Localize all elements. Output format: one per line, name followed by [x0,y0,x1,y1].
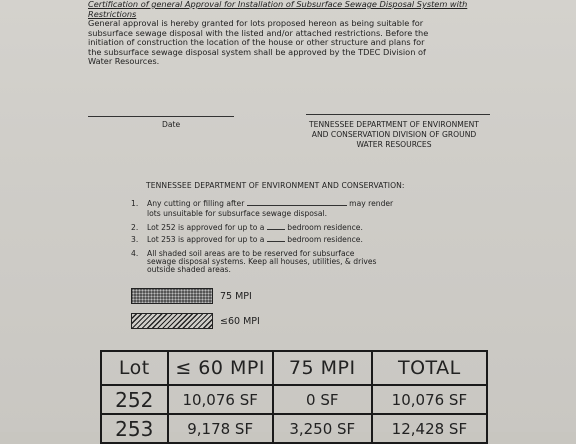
table-cell: 10,076 SF [372,385,487,414]
restriction-item [131,235,471,245]
restrictions-heading: TENNESSEE DEPARTMENT OF ENVIRONMENT AND CONSERVATION: [146,181,405,190]
item-number: 3. [131,235,139,244]
item-text: lots unsuitable for subsurface sewage disposal. [147,208,328,218]
legend-swatch-60-mpi [131,313,213,329]
tdec-signature-block [300,120,488,149]
date-signature-line [88,116,234,117]
blank-line [267,241,285,242]
table-header-row [101,351,487,385]
blank-line [267,229,285,230]
blank-line [247,205,347,206]
lot-area-table [100,350,488,444]
item-text: outside shaded areas. [147,265,231,275]
restriction-item [131,199,471,219]
table-cell: 3,250 SF [273,414,372,443]
restriction-item [131,249,471,279]
item-number: 1. [131,199,139,208]
item-text: bedroom residence. [287,223,363,232]
tdec-line: AND CONSERVATION DIVISION OF GROUND [311,129,477,139]
item-number: 4. [131,249,139,258]
certification-line: subsurface sewage disposal with the listed and/or attached restrictions. Before the [88,27,429,38]
certification-line: Water Resources. [88,56,160,67]
tdec-line: TENNESSEE DEPARTMENT OF ENVIRONMENT [309,120,479,129]
table-cell: 9,178 SF [168,414,273,443]
item-text: All shaded soil areas are to be reserved for subsurface [147,249,355,258]
column-header: ≤ 60 MPI [168,351,273,385]
legend-label: 75 MPI [220,291,252,302]
item-number: 2. [131,223,139,232]
table-cell: 0 SF [273,385,372,414]
table-cell: 253 [101,414,168,443]
table-cell: 12,428 SF [372,414,487,443]
item-text: bedroom residence. [287,235,363,244]
certification-text [88,19,496,67]
item-text: Lot 253 is approved for up to a [147,235,265,244]
tdec-signature-line [306,114,490,115]
tdec-line: WATER RESOURCES [356,139,432,149]
item-text: may render [349,199,394,208]
column-header: 75 MPI [273,351,372,385]
table-cell: 10,076 SF [168,385,273,414]
legend-label: ≤60 MPI [220,316,260,327]
table-row [101,385,487,414]
item-text: sewage disposal systems. Keep all houses, utilities, & drives [147,257,377,267]
column-header: TOTAL [372,351,487,385]
item-text: Any cutting or filling after [147,199,245,208]
date-label: Date [162,120,181,129]
table-row [101,414,487,443]
certification-line: initiation of construction the location of the house or other structure and plans for [88,37,425,48]
certification-title: Certification of general Approval for Installation of Subsurface Sewage Disposal System with Restrictions [88,0,468,19]
column-header: Lot [101,351,168,385]
certification-line: General approval is hereby granted for lots proposed hereon as being suitable for [88,18,424,28]
item-text: Lot 252 is approved for up to a [147,223,265,232]
table-cell: 252 [101,385,168,414]
certification-line: the subsurface sewage disposal system shall be approved by the TDEC Division of [88,46,426,57]
legend-swatch-75-mpi [131,288,213,304]
restriction-item [131,223,471,233]
